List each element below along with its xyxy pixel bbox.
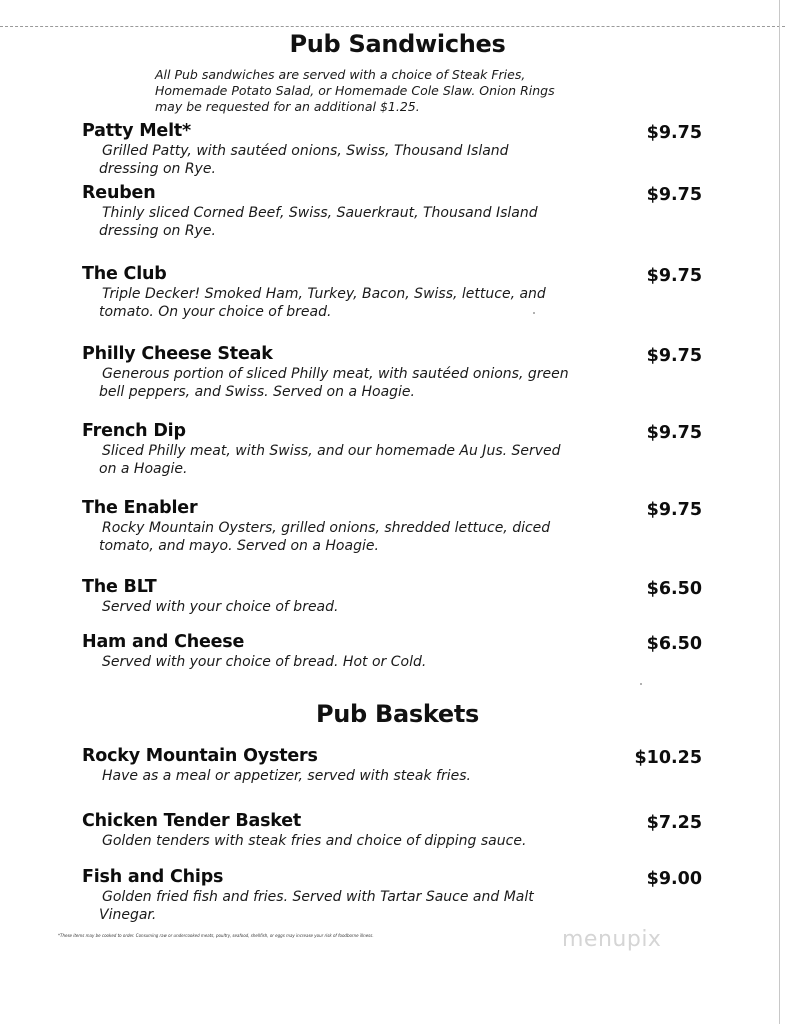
baskets-title: Pub Baskets bbox=[315, 700, 480, 728]
item-name: Ham and Cheese bbox=[82, 632, 245, 652]
item-price: $9.00 bbox=[646, 869, 702, 889]
item-description: Rocky Mountain Oysters, grilled onions, shredded lettuce, diced tomato, and mayo. Served on a Hoagie. bbox=[99, 520, 551, 554]
item-description: Triple Decker! Smoked Ham, Turkey, Bacon, Swiss, lettuce, and tomato. On your choice of bread. bbox=[99, 286, 546, 320]
menu-item-philly-cheese-steak bbox=[82, 343, 702, 401]
item-name: Philly Cheese Steak bbox=[82, 344, 273, 364]
item-description: Thinly sliced Corned Beef, Swiss, Sauerkraut, Thousand Island dressing on Rye. bbox=[99, 205, 538, 239]
menu-item-the-club bbox=[82, 263, 702, 321]
menu-item-patty-melt bbox=[82, 120, 702, 178]
item-description: Grilled Patty, with sautéed onions, Swiss, Thousand Island dressing on Rye. bbox=[99, 143, 509, 177]
menu-item-the-enabler bbox=[82, 497, 702, 555]
item-name: Fish and Chips bbox=[82, 867, 224, 887]
item-price: $6.50 bbox=[646, 634, 702, 654]
item-name: The Enabler bbox=[82, 498, 198, 518]
sandwiches-intro: All Pub sandwiches are served with a choice of Steak Fries, Homemade Potato Salad, or Homemade Cole Slaw. Onion Rings may be requested for an additional $1.25. bbox=[155, 67, 555, 114]
menu-item-french-dip bbox=[82, 420, 702, 478]
item-description: Golden fried fish and fries. Served with Tartar Sauce and Malt Vinegar. bbox=[99, 889, 534, 923]
item-name: Chicken Tender Basket bbox=[82, 811, 302, 831]
item-description: Generous portion of sliced Philly meat, with sautéed onions, green bell peppers, and Swiss. Served on a Hoagie. bbox=[99, 366, 569, 400]
item-description: Served with your choice of bread. bbox=[102, 599, 339, 615]
item-description: Have as a meal or appetizer, served with steak fries. bbox=[102, 768, 471, 784]
menu-item-fish-and-chips bbox=[82, 866, 702, 924]
menu-item-reuben bbox=[82, 182, 702, 240]
menu-item-ham-and-cheese bbox=[82, 631, 702, 671]
item-name: French Dip bbox=[82, 421, 186, 441]
item-description: Golden tenders with steak fries and choice of dipping sauce. bbox=[102, 833, 527, 849]
menu-item-the-blt bbox=[82, 576, 702, 616]
item-description: Served with your choice of bread. Hot or Cold. bbox=[102, 654, 427, 670]
item-price: $9.75 bbox=[646, 123, 702, 143]
item-price: $7.25 bbox=[646, 813, 702, 833]
sandwiches-title: Pub Sandwiches bbox=[289, 30, 506, 58]
item-name: Rocky Mountain Oysters bbox=[82, 746, 318, 766]
top-scan-rule bbox=[0, 26, 785, 27]
item-price: $9.75 bbox=[646, 423, 702, 443]
item-name: Reuben bbox=[82, 183, 156, 203]
menu-item-chicken-tender-basket bbox=[82, 810, 702, 850]
item-name: Patty Melt* bbox=[82, 121, 191, 141]
item-price: $9.75 bbox=[646, 185, 702, 205]
menu-item-rocky-mountain-oysters bbox=[82, 745, 702, 785]
scan-speck bbox=[533, 312, 535, 314]
item-name: The Club bbox=[82, 264, 167, 284]
item-price: $9.75 bbox=[646, 500, 702, 520]
scan-speck bbox=[640, 683, 642, 685]
item-name: The BLT bbox=[82, 577, 157, 597]
item-price: $6.50 bbox=[646, 579, 702, 599]
raw-food-disclaimer: *These items may be cooked to order. Consuming raw or undercooked meats, poultry, seafood, shellfish, or eggs may increase your risk of foodborne illness. bbox=[58, 933, 374, 938]
item-price: $9.75 bbox=[646, 346, 702, 366]
right-scan-rule bbox=[779, 0, 780, 1024]
item-price: $10.25 bbox=[634, 748, 702, 768]
item-description: Sliced Philly meat, with Swiss, and our homemade Au Jus. Served on a Hoagie. bbox=[99, 443, 561, 477]
menupix-watermark: menupix bbox=[562, 927, 662, 952]
item-price: $9.75 bbox=[646, 266, 702, 286]
